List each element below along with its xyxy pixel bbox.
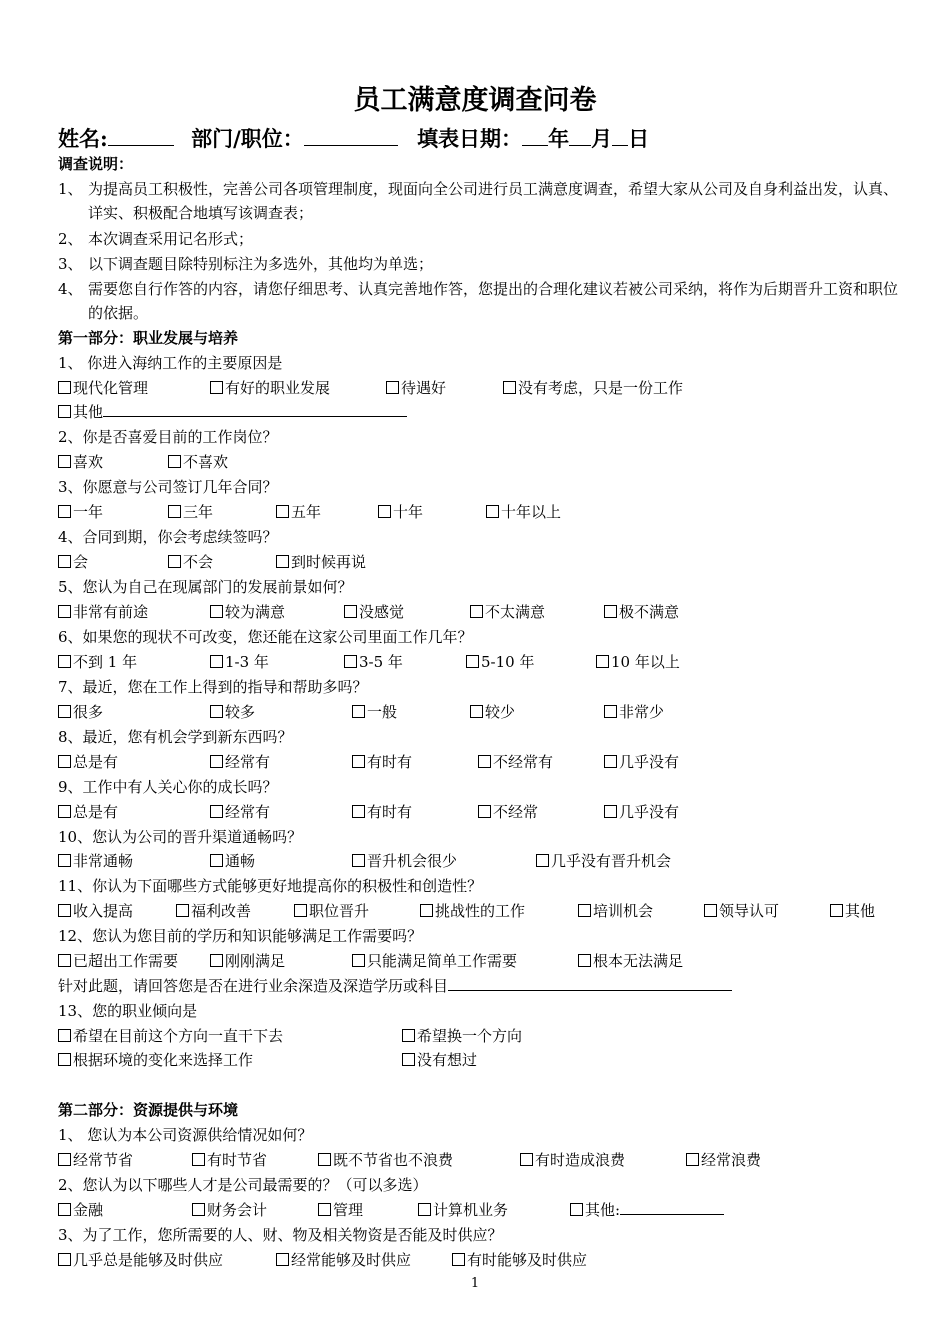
option-label: 不到 1 年	[73, 653, 138, 671]
checkbox-icon	[58, 1153, 71, 1166]
option-label: 1-3 年	[225, 653, 269, 671]
option-label: 十年以上	[501, 503, 562, 521]
question-text: 13、您的职业倾向是	[58, 1002, 198, 1020]
checkbox-icon	[210, 605, 223, 618]
option-row	[58, 950, 898, 972]
checkbox-option[interactable]	[830, 900, 875, 922]
date-label: 填表日期：	[417, 126, 523, 151]
checkbox-icon	[58, 1253, 71, 1266]
option-row	[58, 801, 898, 823]
option-label: 职位晋升	[309, 902, 370, 920]
checkbox-icon	[402, 1053, 415, 1066]
checkbox-option[interactable]	[402, 1025, 522, 1047]
checkbox-icon	[58, 755, 71, 768]
option-row	[58, 900, 898, 922]
checkbox-icon	[596, 655, 609, 668]
other-fill-line[interactable]	[620, 1200, 724, 1215]
checkbox-icon	[486, 505, 499, 518]
option-label: 一年	[73, 503, 104, 521]
option-row	[58, 751, 898, 773]
checkbox-icon	[352, 854, 365, 867]
intro-text: 为提高员工积极性，完善公司各项管理制度，现面向全公司进行员工满意度调查，希望大家从公司及自身利益出发，认真、详实、积极配合地填写该调查表；	[88, 180, 899, 222]
option-label: 10 年以上	[611, 653, 680, 671]
option-label: 非常少	[619, 703, 665, 721]
checkbox-option[interactable]	[536, 850, 671, 872]
intro-item	[58, 252, 898, 276]
checkbox-icon	[352, 705, 365, 718]
checkbox-icon	[294, 904, 307, 917]
option-row	[58, 1199, 898, 1221]
other-fill-line[interactable]	[103, 402, 407, 417]
checkbox-icon	[344, 605, 357, 618]
checkbox-icon	[386, 381, 399, 394]
option-label: 不经常有	[493, 753, 554, 771]
option-label: 培训机会	[593, 902, 654, 920]
question-text: 6、如果您的现状不可改变，您还能在这家公司里面工作几年？	[58, 628, 473, 646]
question-text: 3、为了工作，您所需要的人、财、物及相关物资是否能及时供应？	[58, 1226, 503, 1244]
checkbox-option[interactable]	[210, 850, 255, 872]
checkbox-icon	[503, 381, 516, 394]
checkbox-option[interactable]	[578, 950, 683, 972]
option-label: 其他	[73, 403, 104, 421]
checkbox-icon	[168, 455, 181, 468]
option-label: 5-10 年	[481, 653, 535, 671]
checkbox-option[interactable]	[276, 501, 321, 523]
checkbox-icon	[58, 381, 71, 394]
checkbox-option[interactable]	[570, 1199, 724, 1221]
followup-fill-line[interactable]	[448, 976, 732, 991]
checkbox-icon	[192, 1203, 205, 1216]
checkbox-icon	[604, 755, 617, 768]
option-label: 三年	[183, 503, 214, 521]
checkbox-icon	[352, 954, 365, 967]
checkbox-icon	[58, 505, 71, 518]
checkbox-icon	[58, 954, 71, 967]
checkbox-icon	[478, 755, 491, 768]
option-label: 有时节省	[207, 1151, 268, 1169]
checkbox-icon	[58, 1029, 71, 1042]
checkbox-option[interactable]	[604, 801, 679, 823]
option-label: 没有想过	[417, 1051, 478, 1069]
intro-number: 3、	[58, 255, 83, 273]
checkbox-option[interactable]	[58, 751, 118, 773]
intro-text: 以下调查题目除特别标注为多选外，其他均为单选；	[88, 255, 434, 273]
checkbox-option[interactable]	[210, 377, 330, 399]
checkbox-option[interactable]	[210, 601, 285, 623]
option-label: 待遇好	[401, 379, 447, 397]
checkbox-option[interactable]	[344, 601, 404, 623]
option-label: 财务会计	[207, 1201, 268, 1219]
checkbox-icon	[168, 505, 181, 518]
checkbox-option[interactable]	[58, 651, 137, 673]
checkbox-option[interactable]	[58, 1049, 253, 1071]
checkbox-option[interactable]	[210, 950, 285, 972]
checkbox-option[interactable]	[276, 551, 366, 573]
option-label: 很多	[73, 703, 104, 721]
checkbox-option[interactable]	[58, 601, 148, 623]
checkbox-option[interactable]	[704, 900, 779, 922]
checkbox-option[interactable]	[520, 1149, 625, 1171]
option-label: 只能满足简单工作需要	[367, 952, 518, 970]
checkbox-icon	[344, 655, 357, 668]
option-label: 非常通畅	[73, 852, 134, 870]
checkbox-icon	[276, 555, 289, 568]
option-row	[58, 1249, 898, 1271]
checkbox-option[interactable]	[58, 401, 407, 423]
option-label: 有时能够及时供应	[467, 1251, 588, 1269]
option-row	[58, 501, 898, 523]
checkbox-icon	[210, 805, 223, 818]
option-label: 到时候再说	[291, 553, 367, 571]
question-text: 4、合同到期，你会考虑续签吗？	[58, 528, 278, 546]
checkbox-icon	[58, 904, 71, 917]
checkbox-option[interactable]	[318, 1149, 453, 1171]
checkbox-icon	[578, 954, 591, 967]
option-label: 极不满意	[619, 603, 680, 621]
question-text: 2、你是否喜爱目前的工作岗位？	[58, 428, 278, 446]
checkbox-option[interactable]	[386, 377, 446, 399]
checkbox-icon	[536, 854, 549, 867]
checkbox-icon	[604, 705, 617, 718]
option-row	[58, 1149, 898, 1171]
checkbox-option[interactable]	[176, 900, 251, 922]
option-label: 既不节省也不浪费	[333, 1151, 454, 1169]
option-row	[58, 601, 898, 623]
checkbox-option[interactable]	[318, 1199, 363, 1221]
checkbox-icon	[58, 1203, 71, 1216]
option-label: 经常有	[225, 803, 271, 821]
checkbox-option[interactable]	[58, 1199, 103, 1221]
question-text: 9、工作中有人关心你的成长吗？	[58, 778, 278, 796]
option-label: 经常节省	[73, 1151, 134, 1169]
intro-number: 1、	[58, 180, 83, 198]
option-label: 没感觉	[359, 603, 405, 621]
checkbox-option[interactable]	[168, 501, 213, 523]
option-label: 不太满意	[485, 603, 546, 621]
checkbox-icon	[210, 381, 223, 394]
checkbox-icon	[210, 655, 223, 668]
checkbox-option[interactable]	[192, 1199, 267, 1221]
checkbox-icon	[478, 805, 491, 818]
checkbox-option[interactable]	[352, 950, 517, 972]
checkbox-option[interactable]	[470, 601, 545, 623]
intro-item	[58, 177, 898, 225]
checkbox-icon	[58, 854, 71, 867]
intro-number: 4、	[58, 280, 83, 298]
option-label: 计算机业务	[433, 1201, 509, 1219]
option-label: 刚刚满足	[225, 952, 286, 970]
page-number: 1	[470, 1276, 480, 1291]
dept-field[interactable]	[304, 127, 398, 146]
checkbox-icon	[352, 805, 365, 818]
question-text: 3、你愿意与公司签订几年合同？	[58, 478, 278, 496]
checkbox-icon	[192, 1153, 205, 1166]
intro-text: 本次调查采用记名形式；	[88, 230, 254, 248]
option-label: 希望换一个方向	[417, 1027, 523, 1045]
checkbox-option[interactable]	[420, 900, 525, 922]
checkbox-option[interactable]	[58, 801, 118, 823]
checkbox-icon	[210, 705, 223, 718]
dept-label: 部门/职位：	[191, 126, 304, 151]
year-field[interactable]	[522, 127, 548, 146]
day-field[interactable]	[612, 127, 628, 146]
checkbox-icon	[210, 854, 223, 867]
option-label: 通畅	[225, 852, 256, 870]
option-label: 金融	[73, 1201, 104, 1219]
option-label: 喜欢	[73, 453, 104, 471]
checkbox-icon	[466, 655, 479, 668]
option-row	[58, 451, 898, 473]
day-label: 日	[628, 126, 650, 151]
checkbox-option[interactable]	[686, 1149, 761, 1171]
option-row	[58, 850, 898, 872]
option-label: 根本无法满足	[593, 952, 684, 970]
option-label: 有时有	[367, 803, 413, 821]
checkbox-icon	[210, 954, 223, 967]
followup-line	[58, 975, 732, 997]
checkbox-option[interactable]	[578, 900, 653, 922]
option-row	[58, 701, 898, 723]
checkbox-option[interactable]	[58, 1025, 283, 1047]
question-text: 12、您认为您目前的学历和知识能够满足工作需要吗？	[58, 927, 423, 945]
option-label: 不喜欢	[183, 453, 229, 471]
checkbox-icon	[578, 904, 591, 917]
checkbox-icon	[604, 605, 617, 618]
checkbox-icon	[830, 904, 843, 917]
checkbox-icon	[210, 755, 223, 768]
question-text: 11、你认为下面哪些方式能够更好地提高你的积极性和创造性？	[58, 877, 483, 895]
checkbox-icon	[604, 805, 617, 818]
option-label: 有时有	[367, 753, 413, 771]
checkbox-option[interactable]	[352, 850, 457, 872]
checkbox-option[interactable]	[58, 451, 103, 473]
checkbox-option[interactable]	[276, 1249, 411, 1271]
option-label: 3-5 年	[359, 653, 403, 671]
question-text: 10、您认为公司的晋升渠道通畅吗？	[58, 828, 303, 846]
question-text: 2、您认为以下哪些人才是公司最需要的？（可以多选）	[58, 1176, 428, 1194]
checkbox-icon	[520, 1153, 533, 1166]
option-label: 有好的职业发展	[225, 379, 331, 397]
checkbox-icon	[420, 904, 433, 917]
checkbox-option[interactable]	[210, 651, 269, 673]
checkbox-icon	[276, 505, 289, 518]
intro-heading: 调查说明：	[58, 155, 134, 173]
option-label: 总是有	[73, 803, 119, 821]
checkbox-option[interactable]	[168, 451, 228, 473]
checkbox-option[interactable]	[466, 651, 534, 673]
option-label: 五年	[291, 503, 322, 521]
checkbox-icon	[58, 805, 71, 818]
checkbox-icon	[418, 1203, 431, 1216]
option-row	[58, 377, 898, 399]
checkbox-option[interactable]	[58, 377, 148, 399]
checkbox-icon	[378, 505, 391, 518]
checkbox-icon	[58, 405, 71, 418]
option-label: 经常有	[225, 753, 271, 771]
option-label: 较为满意	[225, 603, 286, 621]
checkbox-icon	[58, 655, 71, 668]
checkbox-option[interactable]	[352, 801, 412, 823]
intro-item	[58, 277, 898, 325]
checkbox-icon	[276, 1253, 289, 1266]
option-label: 晋升机会很少	[367, 852, 458, 870]
checkbox-option[interactable]	[452, 1249, 587, 1271]
checkbox-option[interactable]	[294, 900, 369, 922]
option-label: 几乎没有晋升机会	[551, 852, 672, 870]
option-label: 管理	[333, 1201, 364, 1219]
option-label: 较多	[225, 703, 256, 721]
checkbox-icon	[58, 605, 71, 618]
checkbox-option[interactable]	[352, 701, 397, 723]
checkbox-option[interactable]	[210, 751, 270, 773]
month-label: 月	[591, 126, 613, 151]
option-label: 其他:	[585, 1201, 621, 1219]
option-row	[58, 651, 898, 673]
option-label: 较少	[485, 703, 516, 721]
option-label: 不会	[183, 553, 214, 571]
checkbox-option[interactable]	[58, 701, 103, 723]
option-label: 会	[73, 553, 89, 571]
checkbox-option[interactable]	[210, 701, 255, 723]
intro-item	[58, 227, 898, 251]
year-label: 年	[548, 126, 570, 151]
option-row	[58, 551, 898, 573]
checkbox-icon	[704, 904, 717, 917]
checkbox-option[interactable]	[478, 801, 538, 823]
option-label: 收入提高	[73, 902, 134, 920]
checkbox-icon	[686, 1153, 699, 1166]
checkbox-icon	[58, 1053, 71, 1066]
checkbox-option[interactable]	[58, 900, 133, 922]
checkbox-icon	[58, 705, 71, 718]
intro-number: 2、	[58, 230, 83, 248]
checkbox-icon	[570, 1203, 583, 1216]
month-field[interactable]	[569, 127, 591, 146]
part1-heading: 第一部分：职业发展与培养	[58, 329, 239, 347]
checkbox-icon	[58, 455, 71, 468]
checkbox-option[interactable]	[58, 551, 88, 573]
checkbox-icon	[470, 705, 483, 718]
checkbox-icon	[470, 605, 483, 618]
option-row	[58, 1025, 898, 1047]
checkbox-option[interactable]	[470, 701, 515, 723]
checkbox-option[interactable]	[58, 850, 133, 872]
option-label: 没有考虑，只是一份工作	[518, 379, 684, 397]
intro-text: 需要您自行作答的内容，请您仔细思考、认真完善地作答，您提出的合理化建议若被公司采纳，将作为后期晋升工资和职位的依据。	[88, 280, 899, 322]
checkbox-option[interactable]	[58, 1149, 133, 1171]
option-label: 总是有	[73, 753, 119, 771]
option-label: 经常浪费	[701, 1151, 762, 1169]
option-label: 挑战性的工作	[435, 902, 526, 920]
checkbox-option[interactable]	[168, 551, 213, 573]
checkbox-icon	[58, 555, 71, 568]
checkbox-option[interactable]	[503, 377, 683, 399]
name-field[interactable]	[108, 127, 174, 146]
checkbox-icon	[402, 1029, 415, 1042]
checkbox-icon	[176, 904, 189, 917]
checkbox-icon	[318, 1203, 331, 1216]
checkbox-option[interactable]	[58, 950, 178, 972]
followup-text: 针对此题，请回答您是否在进行业余深造及深造学历或科目	[58, 977, 449, 995]
checkbox-option[interactable]	[418, 1199, 508, 1221]
option-label: 十年	[393, 503, 424, 521]
checkbox-option[interactable]	[402, 1049, 477, 1071]
option-row	[58, 401, 898, 423]
checkbox-option[interactable]	[604, 701, 664, 723]
checkbox-icon	[352, 755, 365, 768]
option-label: 不经常	[493, 803, 539, 821]
option-label: 希望在目前这个方向一直干下去	[73, 1027, 284, 1045]
checkbox-option[interactable]	[596, 651, 680, 673]
question-text: 1、 你进入海纳工作的主要原因是	[58, 354, 283, 372]
option-row	[58, 1049, 898, 1071]
respondent-info-line	[58, 124, 649, 154]
option-label: 几乎没有	[619, 753, 680, 771]
checkbox-option[interactable]	[486, 501, 561, 523]
checkbox-option[interactable]	[352, 751, 412, 773]
question-text: 5、您认为自己在现属部门的发展前景如何？	[58, 578, 353, 596]
checkbox-option[interactable]	[58, 501, 103, 523]
checkbox-icon	[452, 1253, 465, 1266]
checkbox-option[interactable]	[58, 1249, 223, 1271]
checkbox-icon	[318, 1153, 331, 1166]
question-text: 1、 您认为本公司资源供给情况如何？	[58, 1126, 313, 1144]
option-label: 非常有前途	[73, 603, 149, 621]
option-label: 现代化管理	[73, 379, 149, 397]
question-text: 7、最近，您在工作上得到的指导和帮助多吗？	[58, 678, 368, 696]
checkbox-option[interactable]	[344, 651, 403, 673]
checkbox-option[interactable]	[604, 601, 679, 623]
option-label: 经常能够及时供应	[291, 1251, 412, 1269]
option-label: 其他	[845, 902, 876, 920]
checkbox-option[interactable]	[604, 751, 679, 773]
checkbox-option[interactable]	[378, 501, 423, 523]
page-title: 员工满意度调查问卷	[353, 85, 597, 116]
option-label: 根据环境的变化来选择工作	[73, 1051, 254, 1069]
checkbox-icon	[168, 555, 181, 568]
checkbox-option[interactable]	[192, 1149, 267, 1171]
option-label: 一般	[367, 703, 398, 721]
part2-heading: 第二部分：资源提供与环境	[58, 1101, 239, 1119]
name-label: 姓名:	[58, 126, 108, 151]
checkbox-option[interactable]	[210, 801, 270, 823]
option-label: 几乎没有	[619, 803, 680, 821]
checkbox-option[interactable]	[478, 751, 553, 773]
option-label: 福利改善	[191, 902, 252, 920]
option-label: 几乎总是能够及时供应	[73, 1251, 224, 1269]
option-label: 领导认可	[719, 902, 780, 920]
option-label: 已超出工作需要	[73, 952, 179, 970]
option-label: 有时造成浪费	[535, 1151, 626, 1169]
question-text: 8、最近，您有机会学到新东西吗？	[58, 728, 293, 746]
